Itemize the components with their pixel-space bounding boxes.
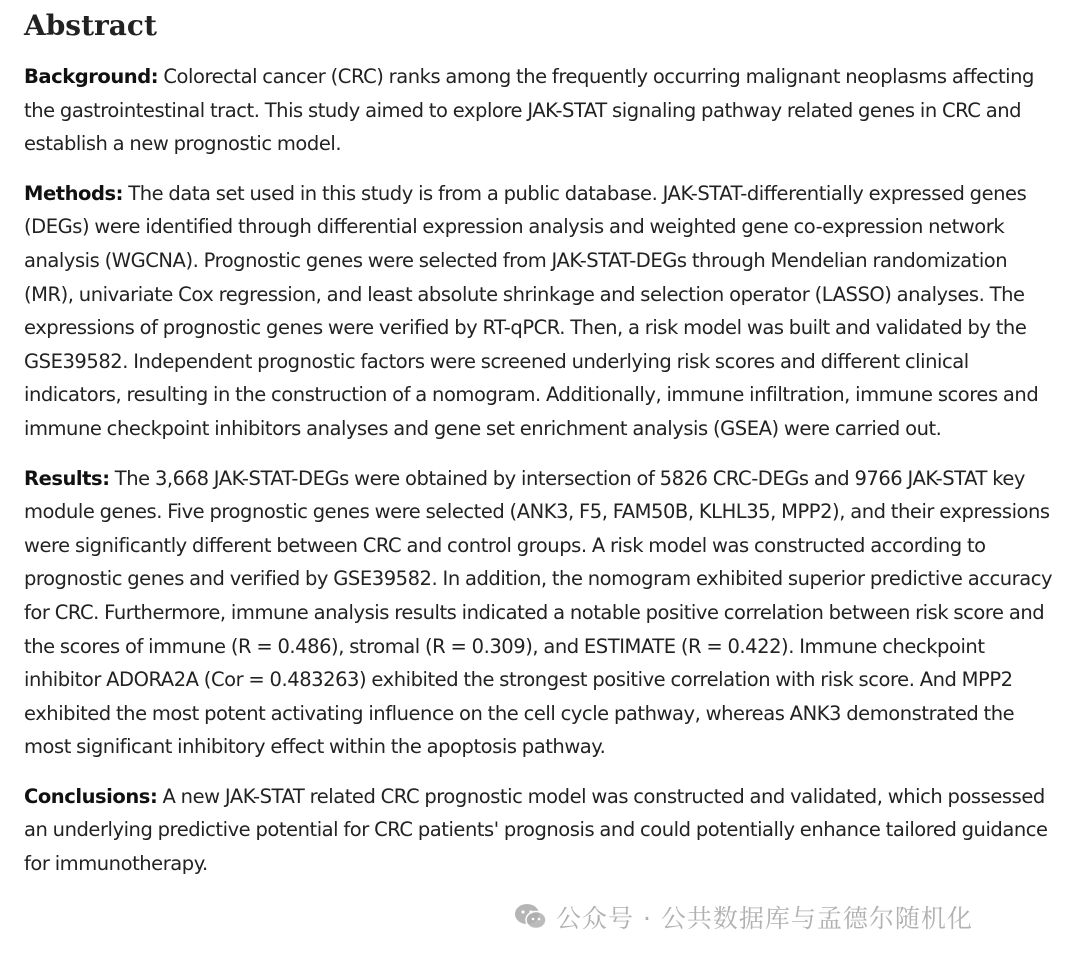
results-label: Results: [24, 466, 110, 490]
watermark [514, 897, 973, 937]
methods-text: The data set used in this study is from a public database. JAK-STAT-differentially expressed genes (DEGs) were identified through differential expression analysis and weighted gene co-expression network analysis (WGCNA). Prognostic genes were selected from JAK-STAT-DEGs through Mendelian randomization (MR), univariate Cox regression, and least absolute shrinkage and selection operator (LASSO) analyses. The expressions of prognostic genes were verified by RT-qPCR. Then, a risk model was built and validated by the GSE39582. Independent prognostic factors were screened underlying risk scores and different clinical indicators, resulting in the construction of a nomogram. Additionally, immune infiltration, immune scores and immune checkpoint inhibitors analyses and gene set enrichment analysis (GSEA) were carried out. [24, 181, 1039, 440]
conclusions-label: Conclusions: [24, 784, 158, 808]
abstract-page [24, 0, 1054, 897]
watermark-text: 公众号 · 公共数据库与孟德尔随机化 [556, 904, 973, 933]
conclusions-section [24, 780, 1054, 881]
results-text: The 3,668 JAK-STAT-DEGs were obtained by intersection of 5826 CRC-DEGs and 9766 JAK-STAT key module genes. Five prognostic genes were selected (ANK3, F5, FAM50B, KLHL35, MPP2), and their expressions were significantly different between CRC and control groups. A risk model was constructed according to prognostic genes and verified by GSE39582. In addition, the nomogram exhibited superior predictive accuracy for CRC. Furthermore, immune analysis results indicated a notable positive correlation between risk score and the scores of immune (R = 0.486), stromal (R = 0.309), and ESTIMATE (R = 0.422). Immune checkpoint inhibitor ADORA2A (Cor = 0.483263) exhibited the strongest positive correlation with risk score. And MPP2 exhibited the most potent activating influence on the cell cycle pathway, whereas ANK3 demonstrated the most significant inhibitory effect within the apoptosis pathway. [24, 466, 1053, 759]
background-text: Colorectal cancer (CRC) ranks among the frequently occurring malignant neoplasms affecting the gastrointestinal tract. This study aimed to explore JAK-STAT signaling pathway related genes in CRC and establish a new prognostic model. [24, 65, 1034, 156]
methods-section [24, 177, 1054, 446]
background-label: Background: [24, 65, 159, 88]
results-section [24, 462, 1054, 764]
conclusions-text: A new JAK-STAT related CRC prognostic model was constructed and validated, which possessed an underlying predictive potential for CRC patients' prognosis and could potentially enhance tailored guidance for immunotherapy. [24, 784, 1048, 876]
abstract-title: Abstract [24, 9, 157, 42]
methods-label: Methods: [24, 181, 123, 205]
wechat-icon [514, 902, 548, 932]
background-section [24, 60, 1054, 161]
